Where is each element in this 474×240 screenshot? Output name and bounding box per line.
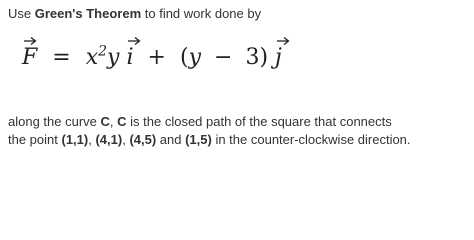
close-paren: ) (259, 45, 269, 70)
term-y: y (107, 45, 120, 70)
curve-description (8, 113, 470, 149)
point-3: (4,5) (129, 132, 157, 147)
desc-text: is the closed path of the square that connects (126, 114, 392, 129)
unit-j-symbol: j (275, 45, 282, 70)
exponent: 2 (98, 43, 108, 60)
vector-f (22, 36, 37, 73)
intro-text-before: Use (8, 6, 35, 21)
constant-three: 3 (245, 45, 260, 70)
separator: and (156, 132, 186, 147)
term-x: x (85, 45, 99, 70)
desc-text: , (109, 114, 118, 129)
desc-text: the point (8, 132, 62, 147)
unit-vector-i (126, 36, 133, 73)
theorem-name: Green's Theorem (34, 6, 142, 21)
plus-sign: + (147, 45, 166, 70)
vector-field-equation (22, 36, 282, 78)
question-intro (8, 6, 261, 22)
point-2: (4,1) (95, 132, 123, 147)
unit-vector-j (275, 36, 282, 73)
curve-label: C (100, 114, 110, 129)
vector-f-symbol: F (22, 45, 38, 70)
description-line-2 (8, 131, 470, 149)
equals-sign: = (52, 45, 71, 70)
separator: , (88, 132, 96, 147)
intro-text-after: to find work done by (141, 6, 262, 21)
desc-text: in the counter-clockwise direction. (211, 132, 411, 147)
separator: , (122, 132, 130, 147)
minus-sign: − (214, 45, 233, 70)
open-paren: ( (179, 45, 189, 70)
point-4: (1,5) (185, 132, 212, 147)
description-line-1 (8, 113, 470, 131)
term-y2: y (188, 45, 201, 70)
point-1: (1,1) (61, 132, 89, 147)
desc-text: along the curve (8, 114, 101, 129)
unit-i-symbol: i (126, 45, 134, 70)
curve-label: C (117, 114, 127, 129)
